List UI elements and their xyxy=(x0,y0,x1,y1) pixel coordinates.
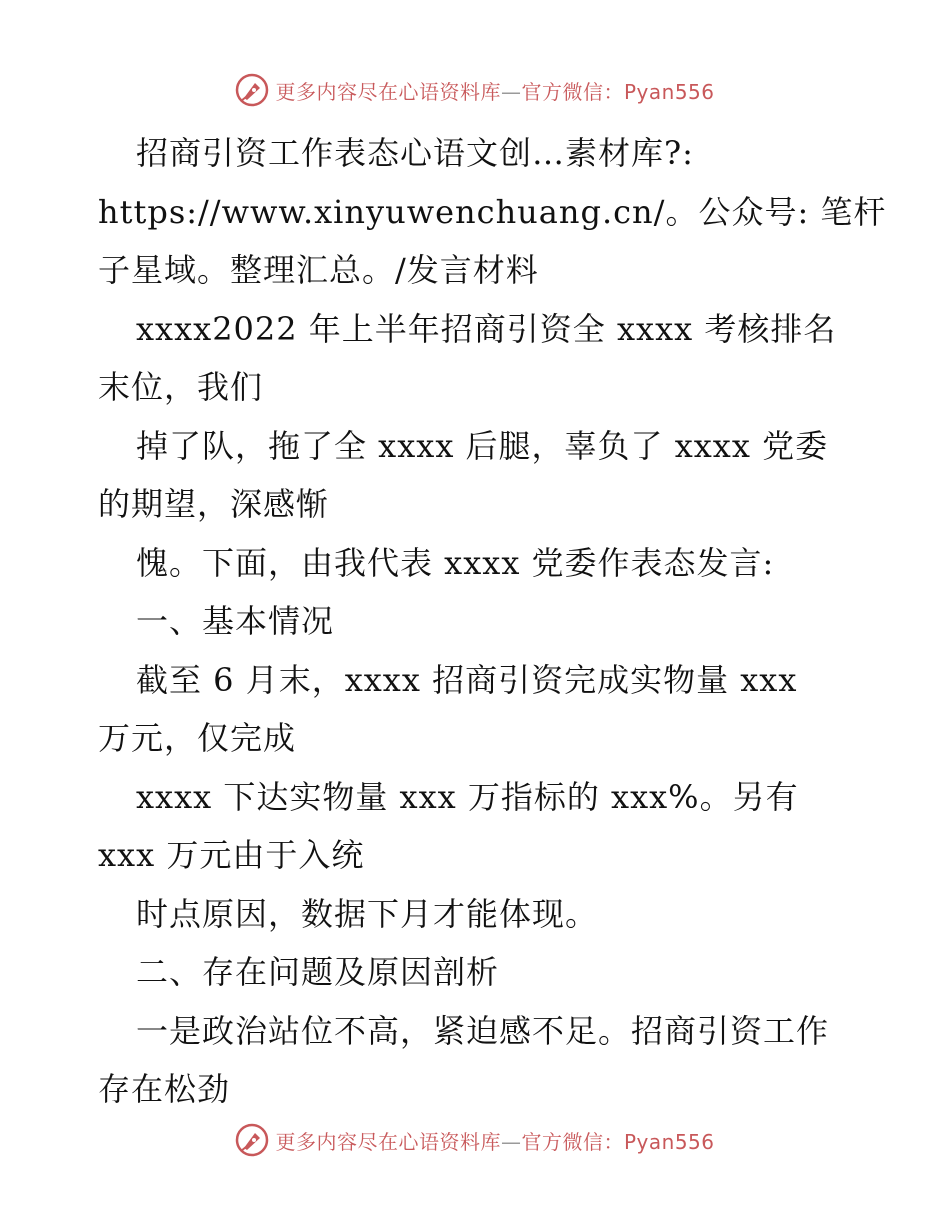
text-line: 愧。下面，由我代表 xxxx 党委作表态发言: xyxy=(136,543,775,582)
text-line: 招商引资工作表态心语文创…素材库?: xyxy=(136,134,694,172)
text-line: 万元，仅完成 xyxy=(98,719,297,757)
text-line: 子星域。整理汇总。/发言材料 xyxy=(98,251,539,289)
watermark-text: 更多内容尽在心语资料库—官方微信：Pyan556 xyxy=(275,79,715,104)
text-line: xxxx 下达实物量 xxx 万指标的 xxx%。另有 xyxy=(136,777,799,816)
text-line: 末位，我们 xyxy=(98,368,264,406)
text-line: 时点原因，数据下月才能体现。 xyxy=(136,894,599,933)
text-line: 存在松劲 xyxy=(98,1070,231,1108)
watermark-text: 更多内容尽在心语资料库—官方微信：Pyan556 xyxy=(275,1129,715,1154)
footer-watermark xyxy=(0,1120,950,1160)
text-line: 截至 6 月末，xxxx 招商引资完成实物量 xxx xyxy=(136,660,798,699)
text-line: xxxx2022 年上半年招商引资全 xxxx 考核排名 xyxy=(136,309,837,348)
text-line: https://www.xinyuwenchuang.cn/。公众号: 笔杆 xyxy=(98,192,887,231)
text-line: 掉了队，拖了全 xxxx 后腿，辜负了 xxxx 党委 xyxy=(136,426,829,465)
text-line: 的期望，深感惭 xyxy=(98,485,330,523)
document-body xyxy=(98,124,887,1119)
text-line: xxx 万元由于入统 xyxy=(98,836,365,874)
pen-nib-logo-icon xyxy=(235,1123,269,1157)
pen-nib-logo-icon xyxy=(235,73,269,107)
text-line: 一是政治站位不高，紧迫感不足。招商引资工作 xyxy=(136,1011,830,1050)
header-watermark xyxy=(0,70,950,110)
section-heading: 二、存在问题及原因剖析 xyxy=(136,953,500,991)
section-heading: 一、基本情况 xyxy=(136,602,335,640)
